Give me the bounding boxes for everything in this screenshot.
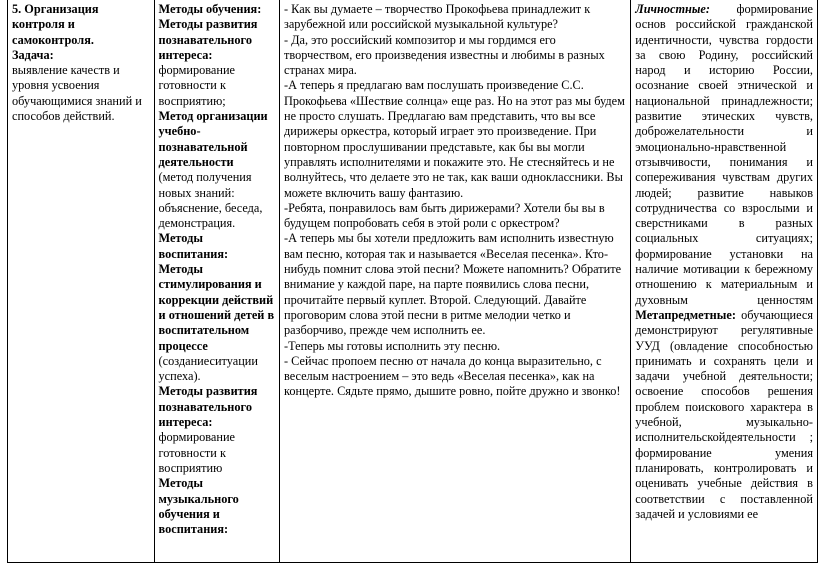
speech-paragraph: -Ребята, понравилось вам быть дирижерами? Хотели бы вы в будущем попробовать себя в этой роли с оркестром?: [283, 200, 605, 231]
method-title: Методы развития познавательного интереса:: [158, 384, 258, 430]
personal-label: Личностные:: [635, 2, 710, 16]
method-text: (метод получения новых знаний: объяснение, беседа, демонстрация.: [158, 170, 263, 231]
method-title: Методы музыкального обучения и воспитания:: [158, 476, 239, 537]
method-title: Метод организации учебно-познавательной деятельности: [158, 109, 268, 169]
speech-paragraph: - Да, это российский композитор и мы гордимся его творчеством, его произведения известны и любимы в разных странах мира.: [283, 32, 605, 78]
method-title: Методы развития познавательного интереса:: [158, 17, 258, 62]
method-text: формирование готовности к восприятию;: [158, 63, 235, 108]
speech-list: [284, 2, 626, 400]
speech-paragraph: - Как вы думаете – творчество Прокофьева принадлежит к зарубежной или российской музыкальной культуре?: [283, 2, 591, 32]
stage-heading: 5. Организация контроля и самоконтроля.: [12, 2, 99, 47]
stage-cell: [8, 0, 155, 563]
lesson-plan-table: [7, 0, 818, 563]
method-title: Методы воспитания:: [158, 231, 229, 261]
method-title: Методы стимулирования и коррекции действий и отношений детей в воспитательном процессе: [158, 262, 275, 353]
speech-paragraph: -А теперь я предлагаю вам послушать произведение С.С. Прокофьева «Шествие солнца» еще раз. Но на этот раз мы будем не просто слушать. Предлагаю вам представить, что вы все дирижеры оркестра, который играет это произведение. При повторном прослушивании представьте, как бы вы могли управлять исполнителями и покажите это. Не стесняйтесь и не волнуйтесь, что делаете это не так, как ваши одноклассники. Вы можете включить вашу фантазию.: [283, 78, 625, 200]
table-row: [8, 0, 818, 563]
meta-label: Метапредметные:: [635, 307, 736, 322]
methods-cell: [154, 0, 279, 563]
method-text: формирование готовности к восприятию: [158, 430, 235, 475]
task-text: выявление качеств и уровня усвоения обучающимися знаний и способов действий.: [12, 63, 142, 124]
task-label: Задача:: [12, 47, 54, 62]
personal-text: формирование основ российской гражданской идентичности, чувства гордости за свою Родину, российский народ и историю России, осознание своей этнической и национальной принадлежности; развитие этических чувств, доброжелательности и эмоционально-нравственной отзывчивости, понимания и сопереживания чувствам других людей; развитие навыков сотрудничества со взрослыми и сверстниками в разных социальных ситуациях; формирование установки на наличие мотивации к бережному отношению к материальным и духовным ценностям: [635, 2, 813, 307]
teacher-speech-cell: [279, 0, 630, 563]
method-title: Методы обучения:: [158, 2, 262, 16]
speech-paragraph: -А теперь мы бы хотели предложить вам исполнить известную вам песню, которая так и называется «Веселая песенка». Кто-нибудь помнит слова этой песни? Можете напомнить? Обратите внимание у каждой паре, на парте появились слова песни, прочитайте первый куплет. Второй. Следующий. Давайте проговорим слова этой песни в ритме мелодии четко и разборчиво, прежде чем исполнить ее.: [283, 231, 622, 338]
meta-text: обучающиеся демонстрируют регулятивные УУД (овладение способностью принимать и сохранять цели и задачи учебной деятельности; освоение способов решения проблем поискового характера в учебной, музыкально-исполнительскойдеятельности ; формирование умения планировать, контролировать и оценивать учебные действия в соответствии с поставленной задачей и условиями ее: [635, 307, 813, 521]
speech-paragraph: -Теперь мы готовы исполнить эту песню.: [283, 338, 501, 353]
outcomes-cell: [631, 0, 818, 563]
methods-list: [159, 2, 275, 537]
speech-paragraph: - Сейчас пропоем песню от начала до конца выразительно, с веселым настроением – это ведь «Веселая песенка», как на концерте. Сядьте прямо, дышите ровно, пойте дружно и звонко!: [283, 353, 621, 399]
method-text: (созданиеситуации успеха).: [158, 353, 258, 384]
